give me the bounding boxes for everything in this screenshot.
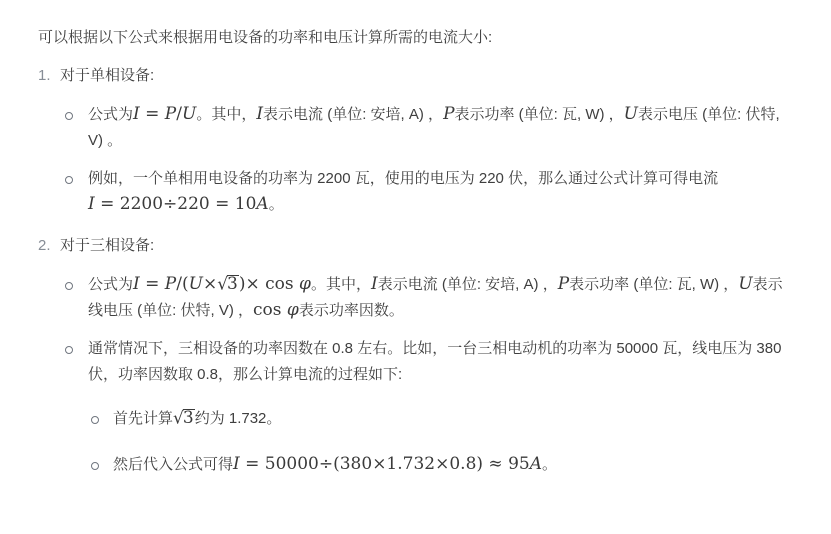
inline-math — [558, 274, 569, 294]
math-variable: P — [557, 274, 570, 294]
math-operator: = — [139, 274, 165, 294]
list-item — [65, 102, 795, 154]
math-variable: φ — [299, 274, 311, 294]
inline-math — [173, 408, 195, 428]
inline-math — [443, 104, 454, 124]
sub-bullet-list — [88, 406, 795, 478]
list-item-text: 首先计算√3约为 1.732。 — [113, 408, 282, 429]
hollow-bullet-icon — [65, 282, 73, 290]
list-item-text: 然后代入公式可得I = 50000÷(380×1.732×0.8) ≈ 95A。 — [113, 454, 557, 474]
list-item — [91, 406, 795, 432]
math-operator: / — [176, 104, 182, 124]
numbered-list — [38, 64, 795, 498]
list-item-text: 例如，一个单相用电设备的功率为 2200 瓦，使用的电压为 220 伏，那么通过公式计算可得电流 I = 2200÷220 = 10A。 — [88, 170, 719, 214]
math-variable: I — [370, 274, 378, 294]
math-operator: = 50000÷(380×1.732×0.8) ≈ 95 — [239, 454, 530, 474]
list-item-body — [113, 406, 795, 432]
hollow-bullet-icon — [91, 416, 99, 424]
inline-math — [371, 274, 378, 294]
numbered-item-title: 对于三相设备: — [60, 237, 155, 254]
inline-math — [88, 194, 269, 214]
list-item-text: 公式为I = P/(U×√3)× cos φ。其中，I表示电流 (单位: 安培, A) ，P表示功率 (单位: 瓦, W) ，U表示线电压 (单位: 伏特, V) ，cos φ表示功率因数。 — [88, 274, 783, 320]
math-operator: × — [202, 274, 218, 294]
numbered-item-header — [38, 234, 795, 258]
inline-math — [253, 300, 299, 320]
math-variable: φ — [286, 300, 299, 320]
math-sqrt — [173, 409, 195, 428]
hollow-bullet-icon — [65, 346, 73, 354]
math-variable: P — [164, 274, 177, 294]
list-number-marker: 1. — [38, 67, 51, 84]
math-variable: I — [133, 274, 140, 294]
bullet-list — [38, 102, 795, 218]
inline-math — [233, 454, 542, 474]
list-item — [65, 336, 795, 498]
inline-math — [256, 104, 263, 124]
numbered-item — [38, 64, 795, 218]
intro-paragraph: 可以根据以下公式来根据用电设备的功率和电压计算所需的电流大小: — [38, 29, 493, 46]
inline-math — [624, 104, 638, 124]
list-item-body — [88, 336, 795, 498]
radicand: 3 — [182, 408, 194, 428]
list-item-body — [88, 166, 795, 218]
hollow-bullet-icon — [91, 462, 99, 470]
hollow-bullet-icon — [65, 112, 73, 120]
math-variable: I — [133, 104, 140, 124]
math-operator: = 2200÷220 = 10 — [94, 194, 257, 214]
list-number-marker: 2. — [38, 237, 51, 254]
list-item — [91, 452, 795, 478]
bullet-list — [38, 272, 795, 498]
list-item-text: 通常情况下，三相设备的功率因数在 0.8 左右。比如，一台三相电动机的功率为 50000 瓦，线电压为 380 伏，功率因数取 0.8，那么计算电流的过程如下: — [88, 340, 782, 383]
inline-math — [738, 274, 752, 294]
math-variable: I — [256, 104, 264, 124]
inline-math — [133, 274, 311, 294]
numbered-item-title: 对于单相设备: — [60, 67, 155, 84]
numbered-item-header — [38, 64, 795, 88]
radical-sign-icon: √ — [173, 408, 184, 429]
radical-sign-icon: √ — [217, 274, 229, 295]
math-variable: U — [188, 274, 203, 294]
list-item-body — [88, 272, 795, 324]
list-item-text: 公式为I = P/U。其中，I表示电流 (单位: 安培, A) ，P表示功率 (单位: 瓦, W) ，U表示电压 (单位: 伏特, V) 。 — [88, 104, 780, 149]
inline-math — [133, 104, 196, 124]
list-item-body — [113, 452, 795, 478]
math-variable: P — [443, 104, 455, 124]
list-item — [65, 272, 795, 324]
math-variable: U — [181, 104, 197, 124]
math-sqrt — [217, 275, 239, 294]
math-variable: I — [88, 194, 95, 214]
math-variable: U — [623, 104, 638, 124]
math-operator: )× cos — [238, 274, 300, 294]
radicand: 3 — [227, 274, 238, 294]
math-variable: U — [738, 274, 753, 294]
math-variable: A — [529, 454, 542, 474]
math-variable: I — [233, 454, 240, 474]
math-operator: = — [139, 104, 165, 124]
list-item — [65, 166, 795, 218]
hollow-bullet-icon — [65, 176, 73, 184]
list-item-body — [88, 102, 795, 154]
math-operator: cos — [253, 300, 287, 320]
numbered-item — [38, 234, 795, 498]
math-variable: P — [164, 104, 177, 124]
math-operator: /( — [176, 274, 189, 294]
math-variable: A — [256, 194, 269, 214]
